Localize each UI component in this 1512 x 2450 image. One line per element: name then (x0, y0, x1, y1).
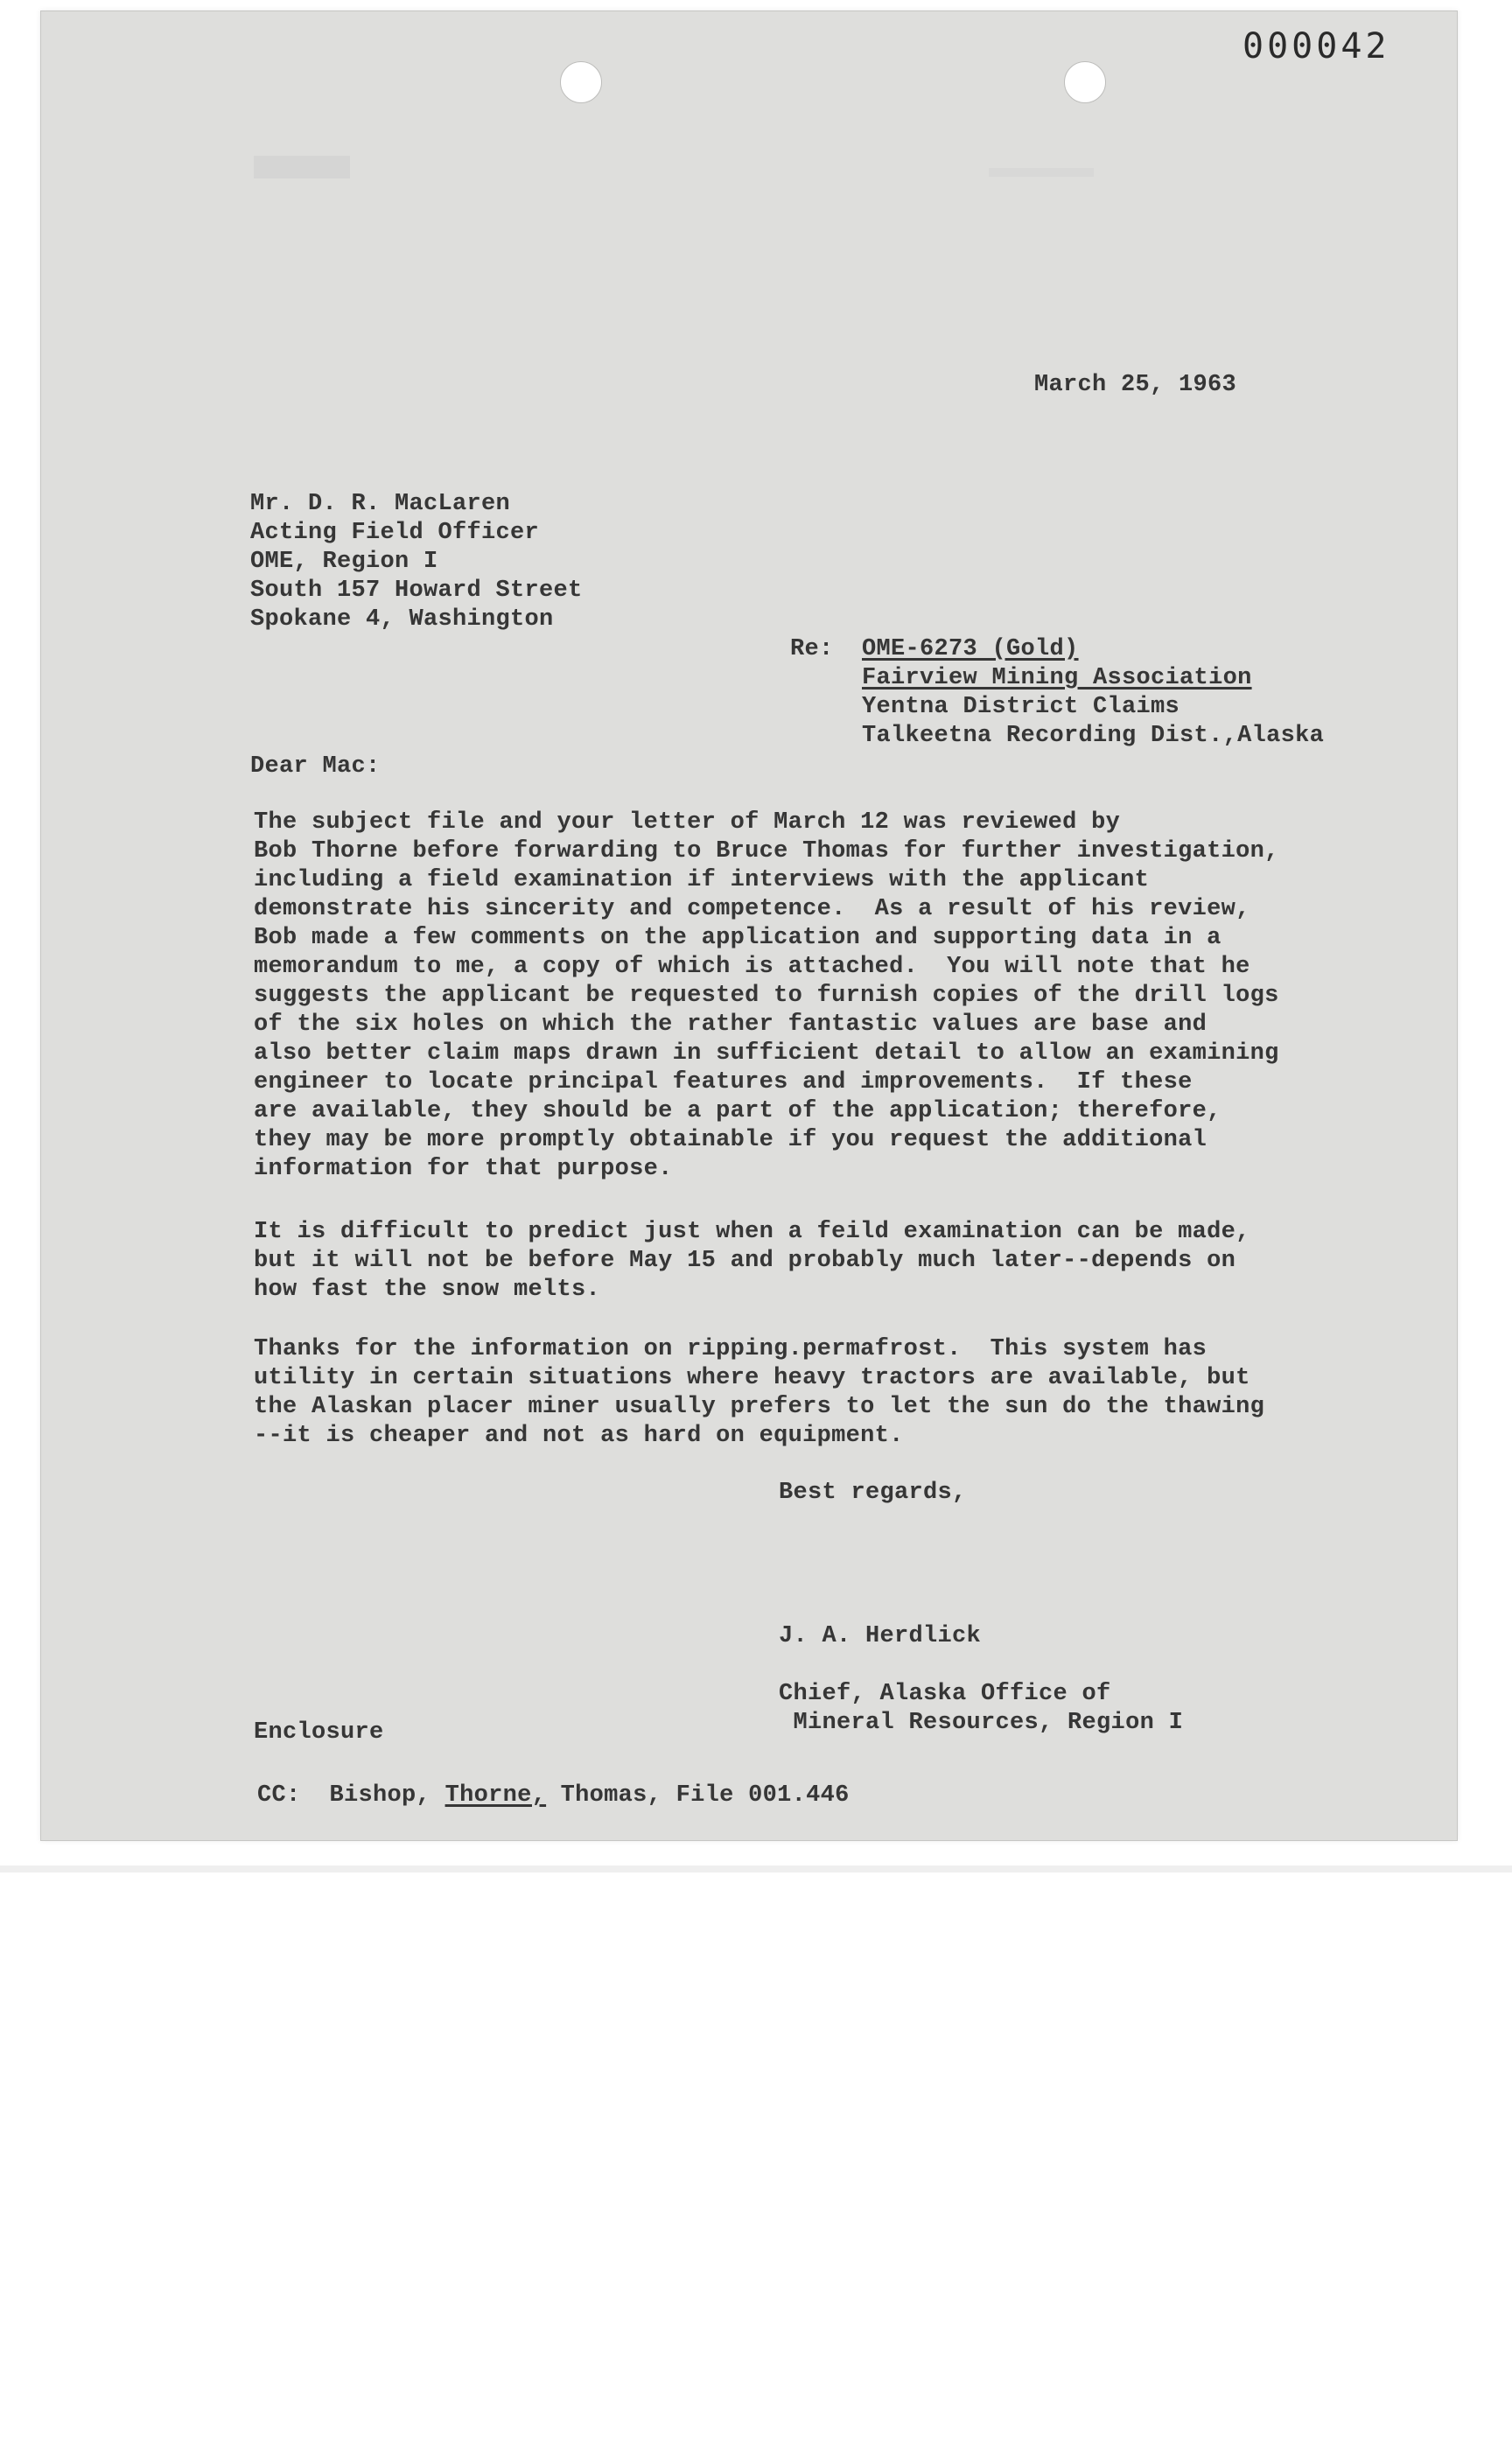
re-line-district: Talkeetna Recording Dist.,Alaska (862, 723, 1325, 749)
recipient-address (250, 490, 583, 634)
recipient-line: Spokane 4, Washington (250, 606, 554, 633)
re-line-claims: Yentna District Claims (862, 694, 1180, 720)
recipient-line: South 157 Howard Street (250, 578, 583, 604)
body-line: demonstrate his sincerity and competence. As a result of his review, (254, 896, 1250, 922)
body-line: but it will not be before May 15 and probably much later--depends on (254, 1248, 1236, 1274)
punch-hole-right (1064, 61, 1106, 103)
recipient-line: Acting Field Officer (250, 520, 540, 546)
cc-label: CC: (257, 1782, 301, 1809)
body-paragraph-3 (254, 1335, 1264, 1451)
salutation: Dear Mac: (250, 753, 381, 780)
signature-block (779, 1622, 1183, 1738)
recipient-line: OME, Region I (250, 549, 438, 575)
re-line-case-number: OME-6273 (Gold) (862, 636, 1079, 662)
enclosure-note: Enclosure (254, 1719, 384, 1746)
body-line: they may be more promptly obtainable if you request the additional (254, 1127, 1208, 1153)
body-line: suggests the applicant be requested to furnish copies of the drill logs (254, 983, 1279, 1009)
recipient-line: Mr. D. R. MacLaren (250, 491, 511, 517)
body-line: are available, they should be a part of the application; therefore, (254, 1098, 1222, 1124)
re-label: Re: (790, 636, 834, 662)
signer-name: J. A. Herdlick (779, 1623, 982, 1649)
cc-name-underlined: Thorne, (444, 1782, 547, 1809)
signer-title-line-1: Chief, Alaska Office of (779, 1681, 1111, 1707)
body-line: also better claim maps drawn in sufficient detail to allow an examining (254, 1040, 1279, 1067)
punch-hole-left (560, 61, 602, 103)
complimentary-close: Best regards, (779, 1480, 967, 1506)
faint-header-mark (989, 168, 1094, 177)
body-line: Bob made a few comments on the application and supporting data in a (254, 925, 1222, 951)
body-paragraph-2 (254, 1218, 1250, 1305)
re-subject-block (862, 635, 1324, 751)
scan-frame-edge (0, 1866, 1512, 1872)
body-line: information for that purpose. (254, 1156, 673, 1182)
faint-stamp-mark (254, 156, 350, 178)
body-line: including a field examination if interviews with the applicant (254, 867, 1150, 893)
body-line: how fast the snow melts. (254, 1277, 601, 1303)
body-line: memorandum to me, a copy of which is attached. You will note that he (254, 954, 1250, 980)
body-line: The subject file and your letter of March 12 was reviewed by (254, 809, 1121, 836)
body-line: of the six holes on which the rather fantastic values are base and (254, 1012, 1208, 1038)
letter-date: March 25, 1963 (1034, 372, 1237, 398)
document-number: 000042 (1242, 26, 1390, 66)
body-line: utility in certain situations where heavy tractors are available, but (254, 1365, 1250, 1391)
body-line: engineer to locate principal features and improvements. If these (254, 1069, 1193, 1096)
carbon-copy-line (257, 1782, 850, 1810)
body-line: It is difficult to predict just when a feild examination can be made, (254, 1219, 1250, 1245)
body-line: Thanks for the information on ripping.permafrost. This system has (254, 1336, 1208, 1362)
signer-title-line-2: Mineral Resources, Region I (779, 1710, 1184, 1736)
body-paragraph-1 (254, 808, 1279, 1184)
re-line-association: Fairview Mining Association (862, 665, 1252, 691)
body-line: --it is cheaper and not as hard on equipment. (254, 1423, 904, 1449)
cc-names-before: Bishop, (329, 1782, 445, 1809)
cc-names-after: Thomas, File 001.446 (546, 1782, 850, 1809)
body-line: Bob Thorne before forwarding to Bruce Thomas for further investigation, (254, 838, 1279, 864)
body-line: the Alaskan placer miner usually prefers to let the sun do the thawing (254, 1394, 1265, 1420)
